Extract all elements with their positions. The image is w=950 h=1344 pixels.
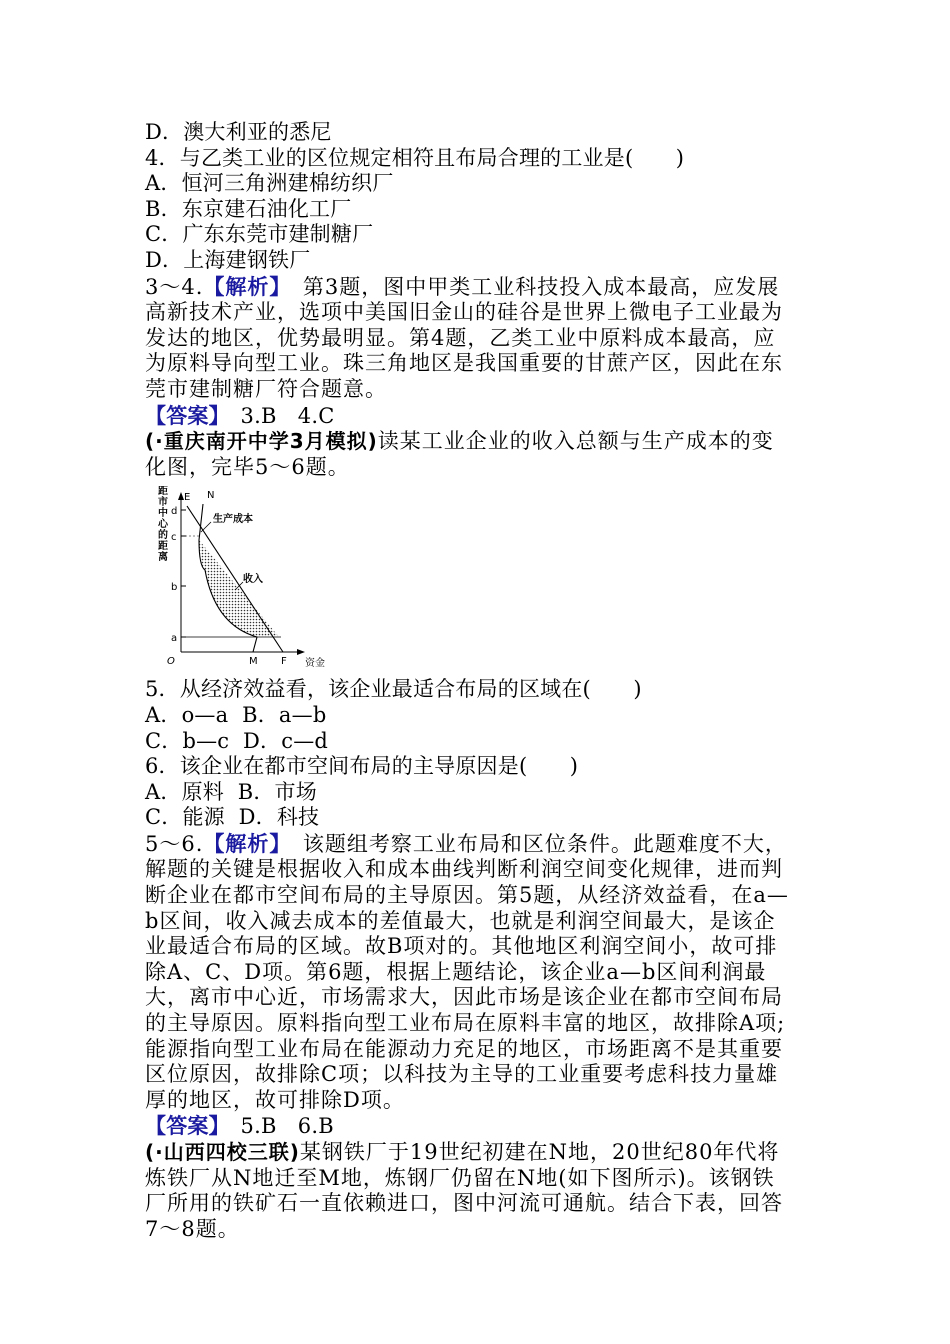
analysis-5-6-line-7: 大，离市中心近，市场需求大，因此市场是该企业在都市空间布局 [145, 985, 783, 1010]
profit-area [199, 540, 279, 637]
y-tick-label-a: a [171, 633, 178, 645]
x-axis-arrow [297, 649, 305, 655]
answer-tag: 【答案】 [145, 1113, 220, 1139]
intro-5-6-line-2: 化图，完毕5～6题。 [145, 454, 350, 479]
revenue-series-label: 收入 [243, 574, 263, 586]
revenue-line [187, 506, 283, 652]
q5-options-row-1: A．o—a B．a—b [145, 702, 327, 727]
x-axis-label: 资金 [305, 658, 325, 670]
analysis-3-4-line-1: 3～4.【解析】 第3题，图中甲类工业科技投入成本最高，应发展 [145, 273, 780, 299]
q4-stem: 4．与乙类工业的区位规定相符且布局合理的工业是( ) [145, 145, 685, 170]
q6-options-row-1: A．原料 B．市场 [145, 779, 317, 804]
q3-option-d: D．澳大利亚的悉尼 [145, 120, 332, 144]
intro-7-8-line-4: 7～8题。 [145, 1216, 240, 1241]
q6-stem: 6．该企业在都市空间布局的主导原因是( ) [145, 754, 579, 779]
x-tick-label-M: M [249, 656, 258, 668]
intro-7-8-line-1: (·山西四校三联)某钢铁厂于19世纪初建在N地，20世纪80年代将 [145, 1140, 780, 1164]
x-tick-label-F: F [281, 656, 287, 668]
analysis-5-6-line-6: 除A、C、D项。第6题，根据上题结论，该企业a—b区间利润最 [145, 959, 767, 984]
analysis-5-6-line-3: 断企业在都市空间布局的主导原因。第5题，从经济效益看，在a— [145, 883, 789, 908]
origin-label: O [167, 656, 175, 668]
analysis-5-6-line-8: 的主导原因。原料指向型工业布局在原料丰富的地区，故排除A项; [145, 1011, 786, 1036]
source-tag: (·重庆南开中学3月模拟) [145, 429, 378, 454]
answer-5-6: 【答案】 5.B 6.B [145, 1113, 334, 1139]
analysis-tag: 【解析】 [203, 273, 281, 299]
q4-option-d: D．上海建钢铁厂 [145, 247, 311, 272]
analysis-5-6-line-1: 5～6.【解析】 该题组考察工业布局和区位条件。此题难度不大， [145, 830, 787, 856]
analysis-5-6-line-2: 解题的关键是根据收入和成本曲线判断利润空间变化规律，进而判 [145, 857, 783, 882]
y-axis-label-char: 市 [158, 497, 168, 509]
analysis-5-6-line-11: 厚的地区，故可排除D项。 [145, 1087, 405, 1112]
intro-7-8-line-3: 厂所用的铁矿石一直依赖进口，图中河流可通航。结合下表，回答 [145, 1191, 783, 1216]
answer-tag: 【答案】 [145, 402, 220, 428]
cost-series-label: 生产成本 [213, 514, 253, 526]
y-axis-label-char: 距 [158, 486, 168, 498]
q5-options-row-2: C．b—c D．c—d [145, 728, 329, 753]
cost-leader-line [201, 522, 211, 532]
analysis-3-4-line-5: 莞市建制糖厂符合题意。 [145, 376, 387, 401]
analysis-5-6-line-4: b区间，收入减去成本的差值最大，也就是利润空间最大，是该企 [145, 908, 776, 933]
y-axis-label-char: 心 [158, 519, 168, 531]
intro-5-6-line-1: (·重庆南开中学3月模拟)读某工业企业的收入总额与生产成本的变 [145, 429, 774, 454]
cost-end-label: N [207, 490, 215, 502]
analysis-3-4-line-2: 高新技术产业，选项中美国旧金山的硅谷是世界上微电子工业最为 [145, 300, 783, 325]
y-tick-label-c: c [171, 532, 177, 544]
y-tick-label-d: d [171, 506, 178, 518]
revenue-end-label: E [184, 492, 191, 504]
q4-option-a: A．恒河三角洲建棉纺织厂 [145, 171, 394, 196]
analysis-5-6-line-5: 业最适合布局的区域。故B项对的。其他地区利润空间小，故可排 [145, 934, 778, 959]
y-tick-label-b: b [171, 582, 178, 594]
analysis-tag: 【解析】 [203, 830, 281, 856]
analysis-3-4-line-4: 为原料导向型工业。珠三角地区是我国重要的甘蔗产区，因此在东 [145, 351, 783, 376]
document-body [145, 120, 815, 1242]
analysis-3-4-prefix: 3～4. [145, 274, 204, 299]
cost-revenue-chart [153, 486, 453, 671]
analysis-5-6-prefix: 5～6. [145, 831, 204, 856]
y-axis-label-char: 的 [158, 530, 168, 542]
analysis-5-6-line-9: 能源指向型工业布局在能源动力充足的地区，市场距离不是其重要 [145, 1036, 783, 1061]
chart-svg [153, 486, 453, 671]
y-axis-label-char: 中 [158, 508, 168, 520]
intro-7-8-line-2: 炼铁厂从N地迁至M地，炼钢厂仍留在N地(如下图所示)。该钢铁 [145, 1165, 775, 1190]
answer-3-4: 【答案】 3.B 4.C [145, 402, 335, 428]
q4-option-b: B．东京建石油化工厂 [145, 196, 352, 221]
q4-option-c: C．广东东莞市建制糖厂 [145, 222, 374, 247]
y-axis-label-char: 距 [158, 541, 168, 553]
analysis-5-6-line-10: 区位原因，故排除C项；以科技为主导的工业重要考虑科技力量雄 [145, 1062, 779, 1087]
q6-options-row-2: C．能源 D．科技 [145, 805, 320, 830]
analysis-3-4-line-3: 发达的地区，优势最明显。第4题，乙类工业中原料成本最高，应 [145, 325, 776, 350]
source-tag: (·山西四校三联) [145, 1140, 300, 1164]
y-axis-label-char: 离 [158, 552, 168, 564]
q5-stem: 5．从经济效益看，该企业最适合布局的区域在( ) [145, 677, 642, 702]
